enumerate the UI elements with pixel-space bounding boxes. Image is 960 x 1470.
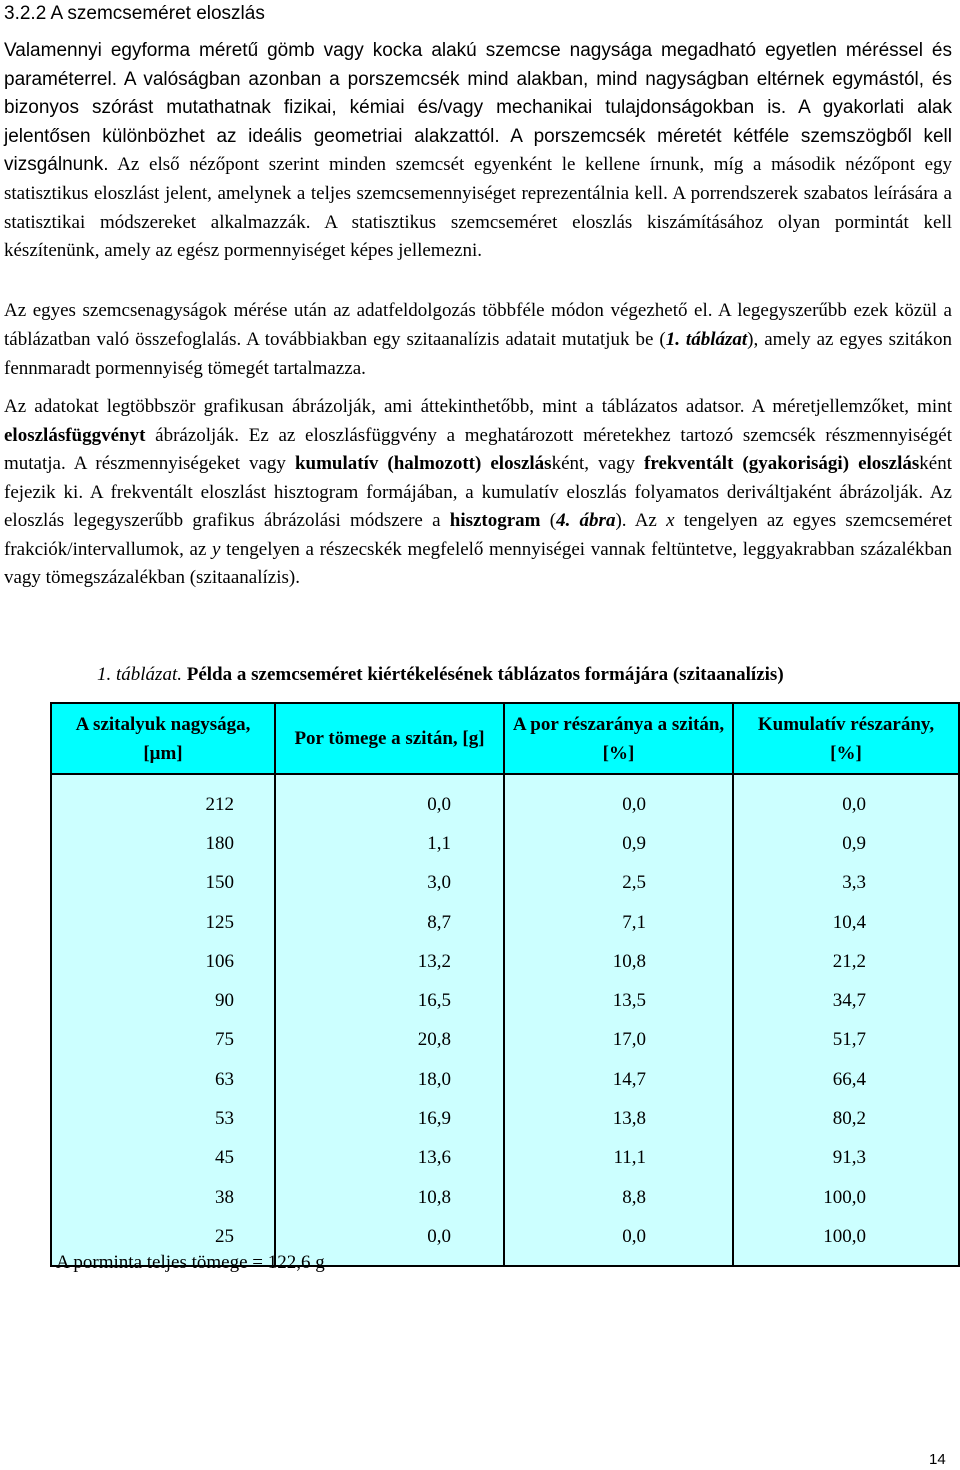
cell-fraction: 0,0 [504,1217,733,1265]
cell-sieve-size: 38 [51,1178,275,1217]
cell-sieve-size: 63 [51,1060,275,1099]
p3-s1: Az adatokat legtöbbször grafikusan ábrázolják, ami áttekinthetőbb, mint a táblázatos adatsor. A méretjellemzőket, mint [4,396,952,417]
term-eloszlasfuggveny: eloszlásfüggvényt [4,424,146,446]
cell-sieve-size: 180 [51,824,275,863]
cell-powder-mass: 13,2 [275,942,504,981]
header-sieve-size: A szitalyuk nagysága, [μm] [51,703,275,774]
section-heading: 3.2.2 A szemcseméret eloszlás [4,3,265,24]
p3-s3: ként, vagy [551,453,645,474]
cell-sieve-size: 212 [51,774,275,824]
cell-cumulative: 10,4 [733,903,959,942]
figure-reference: 4. ábra [556,510,616,531]
table-footnote: A porminta teljes tömege = 122,6 g [56,1252,325,1273]
table-row [51,903,959,942]
cell-cumulative: 100,0 [733,1178,959,1217]
cell-powder-mass: 8,7 [275,903,504,942]
table-row [51,1060,959,1099]
header-cumulative: Kumulatív részarány, [%] [733,703,959,774]
cell-powder-mass: 10,8 [275,1178,504,1217]
cell-sieve-size: 25 [51,1217,275,1265]
page-number: 14 [929,1451,946,1468]
header-fraction: A por részaránya a szitán, [%] [504,703,733,774]
cell-sieve-size: 150 [51,864,275,903]
cell-sieve-size: 125 [51,903,275,942]
cell-cumulative: 0,0 [733,774,959,824]
cell-fraction: 17,0 [504,1021,733,1060]
table-intro-paragraph [4,296,952,383]
cell-fraction: 2,5 [504,864,733,903]
cell-fraction: 11,1 [504,1139,733,1178]
p3-s6: ). Az [615,510,667,531]
table-row [51,1021,959,1060]
intro-paragraph [4,37,952,266]
cell-fraction: 10,8 [504,942,733,981]
sieve-analysis-table [50,702,960,1267]
cell-powder-mass: 0,0 [275,1217,504,1265]
table-row [51,774,959,824]
cell-powder-mass: 3,0 [275,864,504,903]
y-axis-symbol: y [212,538,221,560]
p2-text-before: Az egyes szemcsenagyságok mérése után az adatfeldolgozás többféle módon végezhető el. A legegyszerűbb ezek közül a táblázatban való összefoglalás. A továbbiakban egy szitaanalízis adatait mutatjuk be ( [4,300,952,350]
table-row [51,824,959,863]
table-row [51,1139,959,1178]
cell-fraction: 7,1 [504,903,733,942]
intro-paragraph-part1: Valamennyi egyforma méretű gömb vagy kocka alakú szemcse nagysága megadható egyetlen méréssel és paraméterrel. A valóságban azonban a porszemcsék mind alakban, mind nagyságban eltérnek egymástól, és bizonyos szórást mutathatnak fizikai, kémiai és/vagy mechanikai tulajdonságokban is. A gyakorlati alak jelentősen különbözhet az ideális geometriai alakzattól. A porszemcsék méretét kétféle szemszögből kell vizsgálnunk. [4,40,952,176]
cell-cumulative: 34,7 [733,981,959,1020]
cell-cumulative: 3,3 [733,864,959,903]
table-row [51,864,959,903]
cell-cumulative: 91,3 [733,1139,959,1178]
table-row [51,1099,959,1138]
cell-sieve-size: 106 [51,942,275,981]
p3-s7: tengelyen az egyes szemcseméret frakciók/intervallumok, az [4,510,952,560]
cell-fraction: 0,9 [504,824,733,863]
cell-sieve-size: 53 [51,1099,275,1138]
table-row [51,942,959,981]
table-caption-number: 1. táblázat. [97,664,182,685]
table-caption [97,664,784,686]
table-row [51,1178,959,1217]
cell-cumulative: 100,0 [733,1217,959,1265]
cell-cumulative: 80,2 [733,1099,959,1138]
term-frekventalt: frekventált (gyakorisági) eloszlás [644,453,920,474]
cell-powder-mass: 1,1 [275,824,504,863]
cell-fraction: 8,8 [504,1178,733,1217]
cell-sieve-size: 90 [51,981,275,1020]
cell-fraction: 13,5 [504,981,733,1020]
p3-s2: ábrázolják. Ez az eloszlásfüggvény a meghatározott méretekhez tartozó szemcsék részmennyiségét mutatja. A részmennyiségeket vagy [4,424,952,474]
cell-powder-mass: 0,0 [275,774,504,824]
header-powder-mass: Por tömege a szitán, [g] [275,703,504,774]
p2-text-after: ), amely az egyes szitákon fennmaradt pormennyiség tömegét tartalmazza. [4,329,952,379]
cell-powder-mass: 16,9 [275,1099,504,1138]
table-reference: 1. táblázat [665,329,748,350]
cell-powder-mass: 18,0 [275,1060,504,1099]
distribution-paragraph [4,393,952,593]
cell-powder-mass: 13,6 [275,1139,504,1178]
cell-sieve-size: 75 [51,1021,275,1060]
term-kumulativ: kumulatív (halmozott) eloszlás [294,453,552,474]
table-caption-text: Példa a szemcseméret kiértékelésének táblázatos formájára (szitaanalízis) [181,664,784,685]
cell-powder-mass: 20,8 [275,1021,504,1060]
cell-cumulative: 66,4 [733,1060,959,1099]
table-row [51,981,959,1020]
cell-fraction: 0,0 [504,774,733,824]
cell-fraction: 14,7 [504,1060,733,1099]
cell-cumulative: 51,7 [733,1021,959,1060]
p3-s8: tengelyen a részecskék megfelelő mennyiségei vannak feltüntetve, leggyakrabban százalékban vagy tömegszázalékban (szitaanalízis). [4,538,952,588]
p3-s4: ként fejezik ki. A frekventált eloszlást hisztogram formájában, a kumulatív eloszlás folyamatos deriváltjaként ábrázolják. Az eloszlás legegyszerűbb grafikus ábrázolási módszere a [4,453,952,531]
term-hisztogram: hisztogram [449,510,541,531]
cell-cumulative: 21,2 [733,942,959,981]
cell-cumulative: 0,9 [733,824,959,863]
cell-fraction: 13,8 [504,1099,733,1138]
x-axis-symbol: x [666,510,675,531]
table-header-row [51,703,959,774]
intro-paragraph-part2: Az első nézőpont szerint minden szemcsét egyenként le kellene írnunk, míg a második nézőpont egy statisztikus eloszlást jelent, amelynek a teljes szemcsemennyiséget reprezentálnia kell. A porrendszerek szabatos leírására a statisztikai módszereket alkalmazzák. A statisztikus szemcseméret eloszlás kiszámításához olyan pormintát kell készítenünk, amely az egész pormennyiséget képes jellemezni. [4,154,952,262]
cell-sieve-size: 45 [51,1139,275,1178]
cell-powder-mass: 16,5 [275,981,504,1020]
p3-s5: ( [540,510,557,531]
